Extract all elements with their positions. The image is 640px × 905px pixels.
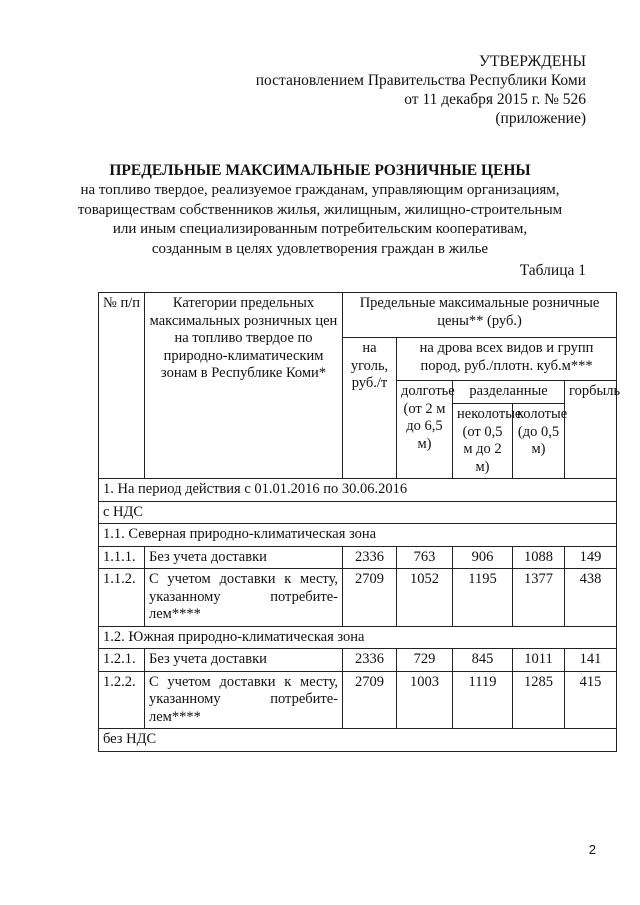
price-long: 1003	[397, 671, 453, 729]
table-row	[99, 569, 617, 627]
header-category: Категории предельных максимальных розничных цен на топливо твердое по природно-климатическим зонам в Республике Коми*	[145, 293, 343, 479]
price-unsplit: 1195	[453, 569, 513, 627]
subtitle-line: товариществам собственников жилья, жилищным, жилищно-строительным	[77, 201, 563, 218]
no-vat-row: без НДС	[99, 729, 617, 752]
row-label: Без учета доставки	[145, 546, 343, 569]
row-label-text: С учетом доставки к месту, указанному потребите-	[149, 673, 338, 707]
zone-south-row: 1.2. Южная природно-климатическая зона	[99, 626, 617, 649]
approval-appendix: (приложение)	[495, 110, 586, 127]
approval-decree: постановлением Правительства Республики Коми	[255, 72, 586, 89]
row-num: 1.2.2.	[99, 671, 145, 729]
approval-block	[206, 52, 586, 128]
subtitle-line: или иным специализированным потребительским кооперативам,	[112, 221, 528, 237]
header-cut: разделанные	[453, 381, 565, 404]
subtitle-line: созданным в целях удовлетворения граждан в жилье	[151, 240, 489, 257]
price-slab: 415	[565, 671, 617, 729]
row-label	[145, 671, 343, 729]
vat-row: с НДС	[99, 501, 617, 524]
price-slab: 149	[565, 546, 617, 569]
row-label: Без учета доставки	[145, 649, 343, 672]
price-slab: 141	[565, 649, 617, 672]
price-split: 1285	[513, 671, 565, 729]
table-label: Таблица 1	[519, 262, 586, 279]
document-title: ПРЕДЕЛЬНЫЕ МАКСИМАЛЬНЫЕ РОЗНИЧНЫЕ ЦЕНЫ	[109, 162, 531, 179]
approval-heading: УТВЕРЖДЕНЫ	[479, 53, 586, 70]
header-split: колотые (до 0,5 м)	[513, 404, 565, 479]
zone-north-row: 1.1. Северная природно-климатическая зона	[99, 524, 617, 547]
price-unsplit: 906	[453, 546, 513, 569]
price-split: 1011	[513, 649, 565, 672]
price-coal: 2336	[343, 546, 397, 569]
row-num: 1.1.1.	[99, 546, 145, 569]
price-long: 763	[397, 546, 453, 569]
price-split: 1088	[513, 546, 565, 569]
price-unsplit: 845	[453, 649, 513, 672]
header-num: № п/п	[99, 293, 145, 479]
header-coal: на уголь, руб./т	[343, 338, 397, 479]
header-long: долготье (от 2 м до 6,5 м)	[397, 381, 453, 479]
row-num: 1.2.1.	[99, 649, 145, 672]
table-row	[99, 546, 617, 569]
row-num: 1.1.2.	[99, 569, 145, 627]
header-firewood: на дрова всех видов и групп пород, руб./плотн. куб.м***	[397, 338, 617, 381]
price-split: 1377	[513, 569, 565, 627]
price-long: 1052	[397, 569, 453, 627]
period-row: 1. На период действия с 01.01.2016 по 30.06.2016	[99, 479, 617, 502]
price-slab: 438	[565, 569, 617, 627]
row-label-text: С учетом доставки к месту, указанному потребите-	[149, 571, 338, 605]
row-label-end: лем****	[149, 708, 201, 725]
price-unsplit: 1119	[453, 671, 513, 729]
price-coal: 2709	[343, 569, 397, 627]
page-number: 2	[588, 842, 596, 857]
row-label-end: лем****	[149, 606, 201, 622]
price-table	[98, 292, 621, 752]
price-long: 729	[397, 649, 453, 672]
header-slab: горбыль	[565, 381, 617, 479]
price-coal: 2336	[343, 649, 397, 672]
table-row	[99, 671, 617, 729]
approval-date: от 11 декабря 2015 г. № 526	[404, 91, 586, 108]
subtitle-line: на топливо твердое, реализуемое гражданам, управляющим организациям,	[80, 182, 560, 198]
header-prices: Предельные максимальные розничные цены** (руб.)	[343, 293, 617, 338]
table-row	[99, 649, 617, 672]
price-coal: 2709	[343, 671, 397, 729]
row-label	[145, 569, 343, 627]
header-unsplit: неколотые (от 0,5 м до 2 м)	[453, 404, 513, 479]
document-subtitle	[40, 181, 600, 259]
